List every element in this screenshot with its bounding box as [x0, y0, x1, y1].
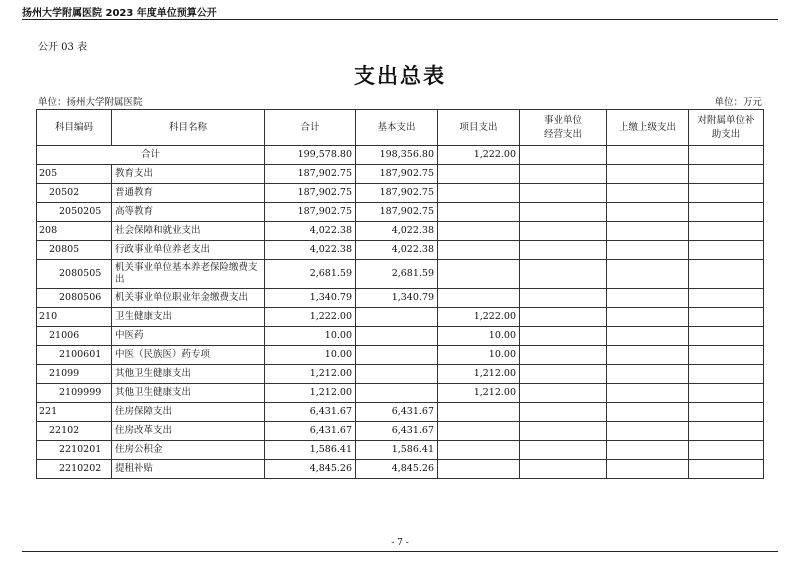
col-header-basic: 基本支出 — [356, 110, 438, 146]
row-remit — [607, 308, 689, 327]
row-subsidy — [689, 222, 764, 241]
row-name: 住房公积金 — [112, 441, 265, 460]
table-row — [37, 346, 764, 365]
row-business — [520, 346, 607, 365]
table-row — [37, 403, 764, 422]
total-basic: 198,356.80 — [356, 146, 438, 165]
row-remit — [607, 346, 689, 365]
row-code: 2050205 — [37, 203, 112, 222]
row-name: 高等教育 — [112, 203, 265, 222]
table-row — [37, 260, 764, 289]
row-subsidy — [689, 289, 764, 308]
table-row — [37, 384, 764, 403]
row-name: 普通教育 — [112, 184, 265, 203]
total-project: 1,222.00 — [438, 146, 520, 165]
row-remit — [607, 460, 689, 479]
row-business — [520, 384, 607, 403]
table-row — [37, 222, 764, 241]
currency-unit: 单位：万元 — [714, 97, 762, 108]
row-project — [438, 403, 520, 422]
row-project — [438, 289, 520, 308]
table-row — [37, 308, 764, 327]
total-subsidy — [689, 146, 764, 165]
row-subsidy — [689, 403, 764, 422]
row-total: 10.00 — [265, 327, 356, 346]
row-basic: 6,431.67 — [356, 422, 438, 441]
row-total: 6,431.67 — [265, 403, 356, 422]
row-project: 1,222.00 — [438, 308, 520, 327]
row-total: 4,845.26 — [265, 460, 356, 479]
row-subsidy — [689, 422, 764, 441]
table-row — [37, 184, 764, 203]
table-row — [37, 460, 764, 479]
table-row — [37, 327, 764, 346]
row-code: 21099 — [37, 365, 112, 384]
row-subsidy — [689, 241, 764, 260]
row-subsidy — [689, 165, 764, 184]
row-business — [520, 222, 607, 241]
row-business — [520, 289, 607, 308]
row-name: 行政事业单位养老支出 — [112, 241, 265, 260]
row-name: 住房改革支出 — [112, 422, 265, 441]
row-remit — [607, 441, 689, 460]
row-name: 提租补贴 — [112, 460, 265, 479]
row-basic — [356, 308, 438, 327]
row-code: 208 — [37, 222, 112, 241]
row-business — [520, 203, 607, 222]
total-business — [520, 146, 607, 165]
row-project — [438, 165, 520, 184]
row-code: 20805 — [37, 241, 112, 260]
row-total: 1,340.79 — [265, 289, 356, 308]
table-row — [37, 441, 764, 460]
row-name: 住房保障支出 — [112, 403, 265, 422]
row-total: 1,212.00 — [265, 365, 356, 384]
col-header-remit: 上缴上级支出 — [607, 110, 689, 146]
row-business — [520, 422, 607, 441]
table-row — [37, 203, 764, 222]
row-code: 210 — [37, 308, 112, 327]
row-remit — [607, 327, 689, 346]
row-subsidy — [689, 365, 764, 384]
row-code: 2210201 — [37, 441, 112, 460]
row-remit — [607, 403, 689, 422]
row-total: 10.00 — [265, 346, 356, 365]
row-project — [438, 241, 520, 260]
row-total: 1,222.00 — [265, 308, 356, 327]
row-project — [438, 460, 520, 479]
col-header-subsidy: 对附属单位补 助支出 — [689, 110, 764, 146]
header-divider — [22, 19, 778, 20]
row-business — [520, 460, 607, 479]
row-business — [520, 308, 607, 327]
col-header-project: 项目支出 — [438, 110, 520, 146]
row-basic: 4,845.26 — [356, 460, 438, 479]
row-project: 10.00 — [438, 327, 520, 346]
row-project — [438, 222, 520, 241]
row-basic — [356, 384, 438, 403]
table-row — [37, 422, 764, 441]
row-total: 1,212.00 — [265, 384, 356, 403]
row-remit — [607, 184, 689, 203]
row-code: 20502 — [37, 184, 112, 203]
footer-divider — [22, 551, 778, 552]
total-row — [37, 146, 764, 165]
reporting-unit: 单位：扬州大学附属医院 — [38, 97, 143, 108]
page-title: 支出总表 — [354, 63, 446, 88]
row-code: 2210202 — [37, 460, 112, 479]
row-name: 其他卫生健康支出 — [112, 365, 265, 384]
row-business — [520, 327, 607, 346]
row-business — [520, 403, 607, 422]
row-business — [520, 441, 607, 460]
row-business — [520, 365, 607, 384]
row-remit — [607, 365, 689, 384]
row-business — [520, 241, 607, 260]
row-code: 205 — [37, 165, 112, 184]
col-header-business: 事业单位 经营支出 — [520, 110, 607, 146]
row-basic: 187,902.75 — [356, 184, 438, 203]
row-basic: 1,586.41 — [356, 441, 438, 460]
row-project — [438, 260, 520, 289]
row-subsidy — [689, 460, 764, 479]
row-remit — [607, 260, 689, 289]
row-subsidy — [689, 384, 764, 403]
row-total: 187,902.75 — [265, 203, 356, 222]
row-basic: 1,340.79 — [356, 289, 438, 308]
row-basic: 6,431.67 — [356, 403, 438, 422]
row-remit — [607, 289, 689, 308]
row-subsidy — [689, 308, 764, 327]
table-row — [37, 365, 764, 384]
row-name: 中医药 — [112, 327, 265, 346]
row-project — [438, 203, 520, 222]
row-subsidy — [689, 327, 764, 346]
row-subsidy — [689, 203, 764, 222]
row-basic: 187,902.75 — [356, 203, 438, 222]
row-total: 187,902.75 — [265, 184, 356, 203]
row-business — [520, 165, 607, 184]
row-name: 其他卫生健康支出 — [112, 384, 265, 403]
row-basic — [356, 365, 438, 384]
row-project — [438, 422, 520, 441]
row-name: 中医（民族医）药专项 — [112, 346, 265, 365]
col-header-name: 科目名称 — [112, 110, 265, 146]
row-total: 4,022.38 — [265, 222, 356, 241]
row-name: 机关事业单位职业年金缴费支出 — [112, 289, 265, 308]
table-header-row — [37, 110, 764, 146]
row-total: 6,431.67 — [265, 422, 356, 441]
total-label: 合计 — [37, 146, 265, 165]
row-code: 22102 — [37, 422, 112, 441]
row-name: 社会保障和就业支出 — [112, 222, 265, 241]
row-code: 2109999 — [37, 384, 112, 403]
row-subsidy — [689, 346, 764, 365]
row-total: 187,902.75 — [265, 165, 356, 184]
row-remit — [607, 203, 689, 222]
row-subsidy — [689, 260, 764, 289]
row-basic: 187,902.75 — [356, 165, 438, 184]
row-code: 2100601 — [37, 346, 112, 365]
row-basic — [356, 346, 438, 365]
row-project — [438, 184, 520, 203]
form-number: 公开 03 表 — [38, 42, 88, 53]
row-name: 卫生健康支出 — [112, 308, 265, 327]
row-remit — [607, 241, 689, 260]
table-row — [37, 289, 764, 308]
col-header-total: 合计 — [265, 110, 356, 146]
row-project: 10.00 — [438, 346, 520, 365]
row-code: 2080505 — [37, 260, 112, 289]
row-name: 机关事业单位基本养老保险缴费支出 — [112, 260, 265, 289]
total-amount: 199,578.80 — [265, 146, 356, 165]
row-name: 教育支出 — [112, 165, 265, 184]
row-code: 21006 — [37, 327, 112, 346]
row-basic: 2,681.59 — [356, 260, 438, 289]
row-code: 221 — [37, 403, 112, 422]
row-remit — [607, 165, 689, 184]
row-project — [438, 441, 520, 460]
row-basic — [356, 327, 438, 346]
row-remit — [607, 222, 689, 241]
expenditure-table — [36, 109, 764, 479]
row-subsidy — [689, 441, 764, 460]
row-total: 4,022.38 — [265, 241, 356, 260]
table-row — [37, 165, 764, 184]
document-header-title: 扬州大学附属医院 2023 年度单位预算公开 — [22, 8, 217, 19]
row-code: 2080506 — [37, 289, 112, 308]
row-total: 2,681.59 — [265, 260, 356, 289]
row-project: 1,212.00 — [438, 365, 520, 384]
row-total: 1,586.41 — [265, 441, 356, 460]
row-project: 1,212.00 — [438, 384, 520, 403]
row-remit — [607, 384, 689, 403]
table-row — [37, 241, 764, 260]
row-basic: 4,022.38 — [356, 241, 438, 260]
total-remit — [607, 146, 689, 165]
row-business — [520, 184, 607, 203]
col-header-code: 科目编码 — [37, 110, 112, 146]
page-number: - 7 - — [391, 538, 409, 548]
row-basic: 4,022.38 — [356, 222, 438, 241]
row-remit — [607, 422, 689, 441]
row-business — [520, 260, 607, 289]
row-subsidy — [689, 184, 764, 203]
